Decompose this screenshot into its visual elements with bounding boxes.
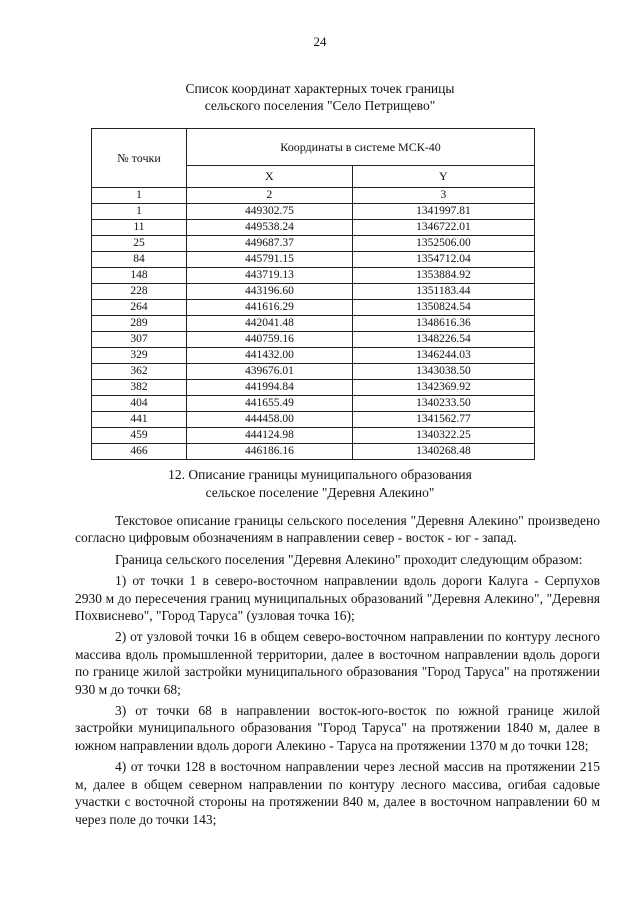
index-cell: 1 [92,188,187,204]
table-row [92,412,535,428]
x-coordinate-cell: 443719.13 [187,268,353,284]
y-coordinate-cell: 1346722.01 [352,220,534,236]
header-x: X [187,166,353,188]
table-title-line-1: Список координат характерных точек границы [185,81,455,96]
table-row [92,252,535,268]
section-title-line-1: 12. Описание границы муниципального образования [168,467,472,482]
y-coordinate-cell: 1348226.54 [352,332,534,348]
y-coordinate-cell: 1353884.92 [352,268,534,284]
table-row [92,268,535,284]
x-coordinate-cell: 442041.48 [187,316,353,332]
table-title [0,80,640,114]
paragraph: Текстовое описание границы сельского поселения "Деревня Алекино" произведено согласно цифровым обозначениям в направлении север - восток - юг - запад. [75,513,600,546]
paragraph: 4) от точки 128 в восточном направлении через лесной массив на протяжении 215 м, далее в общем северном направлении по контуру лесного массива, огибая садовые участки с восточной стороны на протяжении 840 м, далее в восточном направлении 60 м через поле до точки 143; [75,759,600,827]
y-coordinate-cell: 1351183.44 [352,284,534,300]
x-coordinate-cell: 445791.15 [187,252,353,268]
point-number-cell: 329 [92,348,187,364]
x-coordinate-cell: 443196.60 [187,284,353,300]
y-coordinate-cell: 1350824.54 [352,300,534,316]
y-coordinate-cell: 1346244.03 [352,348,534,364]
point-number-cell: 382 [92,380,187,396]
y-coordinate-cell: 1352506.00 [352,236,534,252]
point-number-cell: 148 [92,268,187,284]
paragraph: 3) от точки 68 в направлении восток-юго-восток по южной границе жилой застройки муниципального образования "Город Таруса" на протяжении 1840 м, далее в южном направлении вдоль дороги Алекино - Таруса на протяжении 1370 м до точки 128; [75,703,600,753]
x-coordinate-cell: 441616.29 [187,300,353,316]
index-cell: 2 [187,188,353,204]
table-row [92,204,535,220]
point-number-cell: 11 [92,220,187,236]
x-coordinate-cell: 441655.49 [187,396,353,412]
table-title-line-2: сельского поселения "Село Петрищево" [204,98,436,113]
paragraph: Граница сельского поселения "Деревня Алекино" проходит следующим образом: [115,551,583,567]
point-number-cell: 289 [92,316,187,332]
header-y: Y [352,166,534,188]
table-header-row [92,129,535,166]
point-number-cell: 307 [92,332,187,348]
x-coordinate-cell: 449687.37 [187,236,353,252]
table-row [92,396,535,412]
table-row [92,300,535,316]
paragraph: 1) от точки 1 в северо-восточном направлении вдоль дороги Калуга - Серпухов 2930 м до пересечения границ муниципальных образований "Деревня Алекино", "Деревня Похвиснево", "Город Таруса" (узловая точка 16); [75,573,600,624]
point-number-cell: 362 [92,364,187,380]
x-coordinate-cell: 444124.98 [187,428,353,444]
table-row [92,428,535,444]
x-coordinate-cell: 449302.75 [187,204,353,220]
table-row [92,332,535,348]
point-number-cell: 84 [92,252,187,268]
point-number-cell: 264 [92,300,187,316]
point-number-cell: 466 [92,444,187,460]
table-row [92,236,535,252]
y-coordinate-cell: 1341562.77 [352,412,534,428]
table-row [92,220,535,236]
section-title [0,466,640,502]
table-row [92,444,535,460]
x-coordinate-cell: 446186.16 [187,444,353,460]
y-coordinate-cell: 1354712.04 [352,252,534,268]
x-coordinate-cell: 441432.00 [187,348,353,364]
y-coordinate-cell: 1342369.92 [352,380,534,396]
x-coordinate-cell: 439676.01 [187,364,353,380]
x-coordinate-cell: 444458.00 [187,412,353,428]
section-title-line-2: сельское поселение "Деревня Алекино" [205,485,435,500]
x-coordinate-cell: 449538.24 [187,220,353,236]
point-number-cell: 1 [92,204,187,220]
paragraph: 2) от узловой точки 16 в общем северо-восточном направлении по контуру лесного массива вдоль промышленной территории, далее в восточном направлении вдоль дороги по границе жилой застройки муниципального образования "Город Таруса" на протяжении 930 м до точки 68; [75,629,600,697]
y-coordinate-cell: 1340233.50 [352,396,534,412]
y-coordinate-cell: 1340268.48 [352,444,534,460]
point-number-cell: 404 [92,396,187,412]
header-coordinate-system: Координаты в системе МСК-40 [187,129,535,166]
point-number-cell: 25 [92,236,187,252]
y-coordinate-cell: 1341997.81 [352,204,534,220]
point-number-cell: 441 [92,412,187,428]
coordinates-table [91,128,535,460]
point-number-cell: 459 [92,428,187,444]
description-body [75,512,600,832]
header-point-number: № точки [92,129,187,188]
x-coordinate-cell: 441994.84 [187,380,353,396]
table-row [92,348,535,364]
index-cell: 3 [352,188,534,204]
y-coordinate-cell: 1348616.36 [352,316,534,332]
table-row [92,364,535,380]
table-row [92,380,535,396]
table-index-row [92,188,535,204]
point-number-cell: 228 [92,284,187,300]
table-row [92,284,535,300]
x-coordinate-cell: 440759.16 [187,332,353,348]
y-coordinate-cell: 1340322.25 [352,428,534,444]
y-coordinate-cell: 1343038.50 [352,364,534,380]
page-number: 24 [313,34,327,49]
table-row [92,316,535,332]
